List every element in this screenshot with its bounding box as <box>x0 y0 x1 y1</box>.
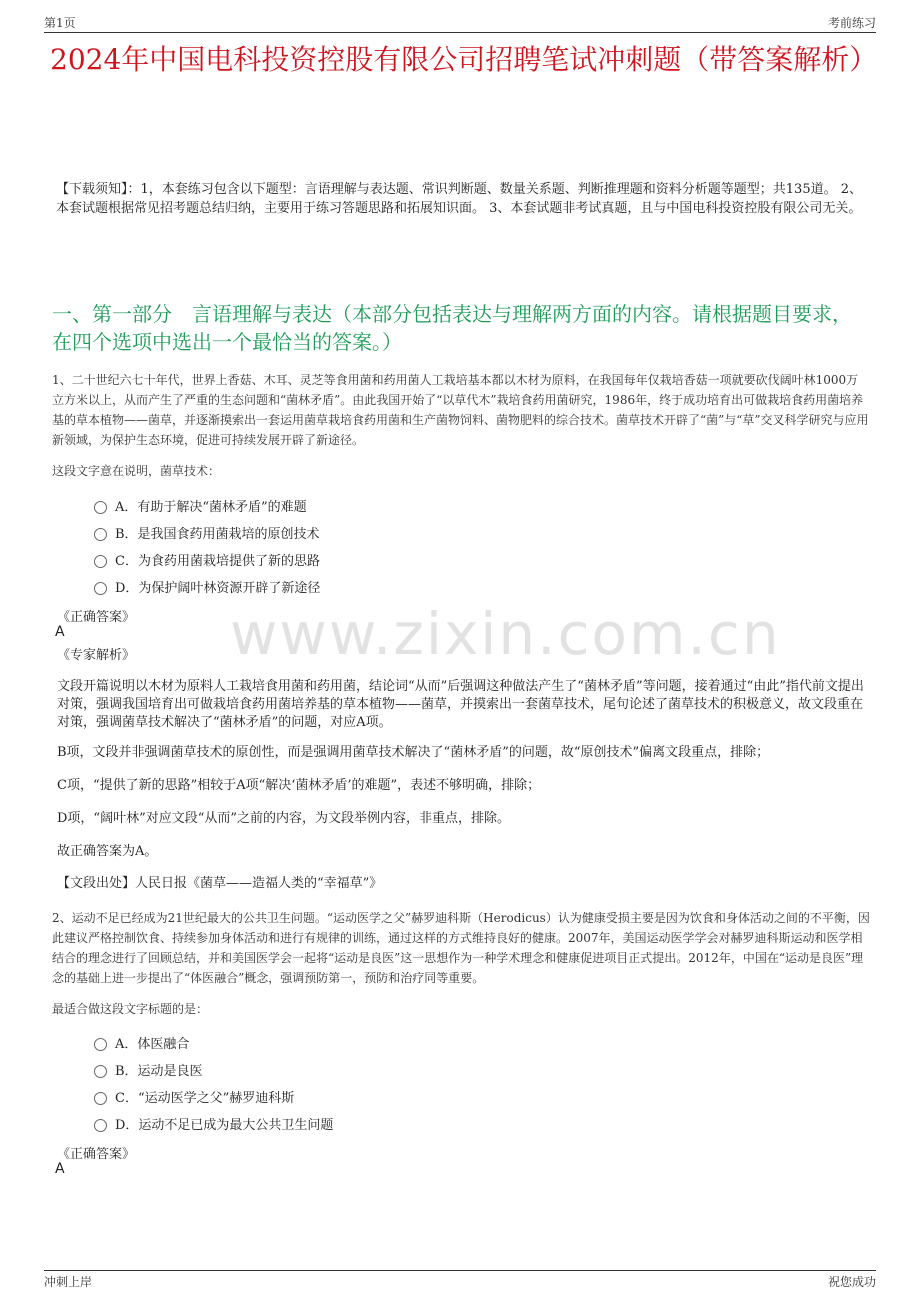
section-title: 一、第一部分 言语理解与表达（本部分包括表达与理解两方面的内容。请根据题目要求，在四个选项中选出一个最恰当的答案。） <box>52 302 852 354</box>
page-number: 第1页 <box>44 16 76 30</box>
q2-option-a[interactable]: A．体医融合 <box>94 1033 189 1053</box>
q1-answer: A <box>55 624 65 640</box>
header-tag: 考前练习 <box>827 16 876 30</box>
q1-option-a[interactable]: A．有助于解决“菌林矛盾”的难题 <box>94 496 307 516</box>
radio-icon[interactable] <box>94 555 107 568</box>
footer-right: 祝您成功 <box>827 1275 876 1289</box>
question-1-stem: 这段文字意在说明，菌草技术： <box>52 464 221 478</box>
q1-option-b[interactable]: B．是我国食药用菌栽培的原创技术 <box>94 523 320 543</box>
q1-analysis-para-4: D项，“阔叶林”对应文段“从而”之前的内容，为文段举例内容，非重点，排除。 <box>57 811 511 826</box>
q2-option-b[interactable]: B．运动是良医 <box>94 1060 203 1080</box>
q1-option-c[interactable]: C．为食药用菌栽培提供了新的思路 <box>94 550 320 570</box>
q2-option-c[interactable]: C．“运动医学之父”赫罗迪科斯 <box>94 1087 294 1107</box>
q1-option-d[interactable]: D．为保护阔叶林资源开辟了新途径 <box>94 577 320 597</box>
q1-analysis-label: 《专家解析》 <box>57 648 136 663</box>
radio-icon[interactable] <box>94 1119 107 1132</box>
q1-answer-label: 《正确答案》 <box>57 610 136 625</box>
radio-icon[interactable] <box>94 528 107 541</box>
q1-analysis-para-3: C项，“提供了新的思路”相较于A项“解决‘菌林矛盾’的难题”，表述不够明确，排除； <box>57 778 541 793</box>
document-title: 2024年中国电科投资控股有限公司招聘笔试冲刺题（带答案解析） <box>50 43 878 76</box>
radio-icon[interactable] <box>94 582 107 595</box>
q1-analysis-para-2: B项，文段并非强调菌草技术的原创性，而是强调用菌草技术解决了“菌林矛盾”的问题，故“原创技术”偏离文段重点，排除； <box>57 745 770 760</box>
radio-icon[interactable] <box>94 1038 107 1051</box>
radio-icon[interactable] <box>94 501 107 514</box>
page-header <box>44 14 876 33</box>
footer-left: 冲刺上岸 <box>44 1275 93 1289</box>
q2-answer: A <box>55 1161 65 1177</box>
q1-source: 【文段出处】人民日报《菌草——造福人类的“幸福草”》 <box>57 876 383 891</box>
q1-analysis-para-5: 故正确答案为A。 <box>57 844 158 859</box>
q2-answer-label: 《正确答案》 <box>57 1147 136 1162</box>
question-1-text: 1、二十世纪六七十年代，世界上香菇、木耳、灵芝等食用菌和药用菌人工栽培基本都以木材为原料，在我国每年仅栽培香菇一项就要砍伐阔叶林1000万立方米以上，从而产生了严重的生态问题和“菌林矛盾”。由此我国开始了“以草代木”栽培食药用菌研究，1986年，终于成功培育出可做栽培食药用菌培养基的草本植物——菌草，并逐渐摸索出一套运用菌草栽培食药用菌和生产菌物饲料、菌物肥料的综合技术。菌草技术开辟了“菌”与“草”交叉科学研究与应用新领域，为保护生态环境，促进可持续发展开辟了新途径。 <box>52 373 869 447</box>
watermark: www.zixin.com.cn <box>230 600 781 668</box>
q1-analysis-para-1: 文段开篇说明以木材为原料人工栽培食用菌和药用菌，结论词“从而”后强调这种做法产生了“菌林矛盾”等问题，接着通过“由此”指代前文提出对策，强调我国培育出可做栽培食药用菌培养基的草本植物——菌草，并摸索出一套菌草技术，尾句论述了菌草技术的积极意义，故文段重在对策，强调菌草技术解决了“菌林矛盾”的问题，对应A项。 <box>57 679 864 730</box>
radio-icon[interactable] <box>94 1065 107 1078</box>
download-notice: 【下载须知】：1，本套练习包含以下题型：言语理解与表达题、常识判断题、数量关系题、判断推理题和资料分析题等题型；共135道。 2、本套试题根据常见招考题总结归纳，主要用于练习答题思路和拓展知识面。 3、本套试题非考试真题，且与中国电科投资控股有限公司无关。 <box>56 182 862 216</box>
page-footer <box>44 1270 876 1289</box>
q2-option-d[interactable]: D．运动不足已成为最大公共卫生问题 <box>94 1114 333 1134</box>
question-2-text: 2、运动不足已经成为21世纪最大的公共卫生问题。“运动医学之父”赫罗迪科斯（Herodicus）认为健康受损主要是因为饮食和身体活动之间的不平衡，因此建议严格控制饮食、持续参加身体活动和进行有规律的训练，通过这样的方式维持良好的健康。2007年，美国运动医学学会对赫罗迪科斯运动和医学相结合的理念进行了回顾总结，并和美国医学会一起将“运动是良医”这一思想作为一种学术理念和健康促进项目正式提出。2012年，中国在“运动是良医”理念的基础上进一步提出了“体医融合”概念，强调预防第一，预防和治疗同等重要。 <box>52 911 870 985</box>
radio-icon[interactable] <box>94 1092 107 1105</box>
question-2-stem: 最适合做这段文字标题的是： <box>52 1002 209 1016</box>
